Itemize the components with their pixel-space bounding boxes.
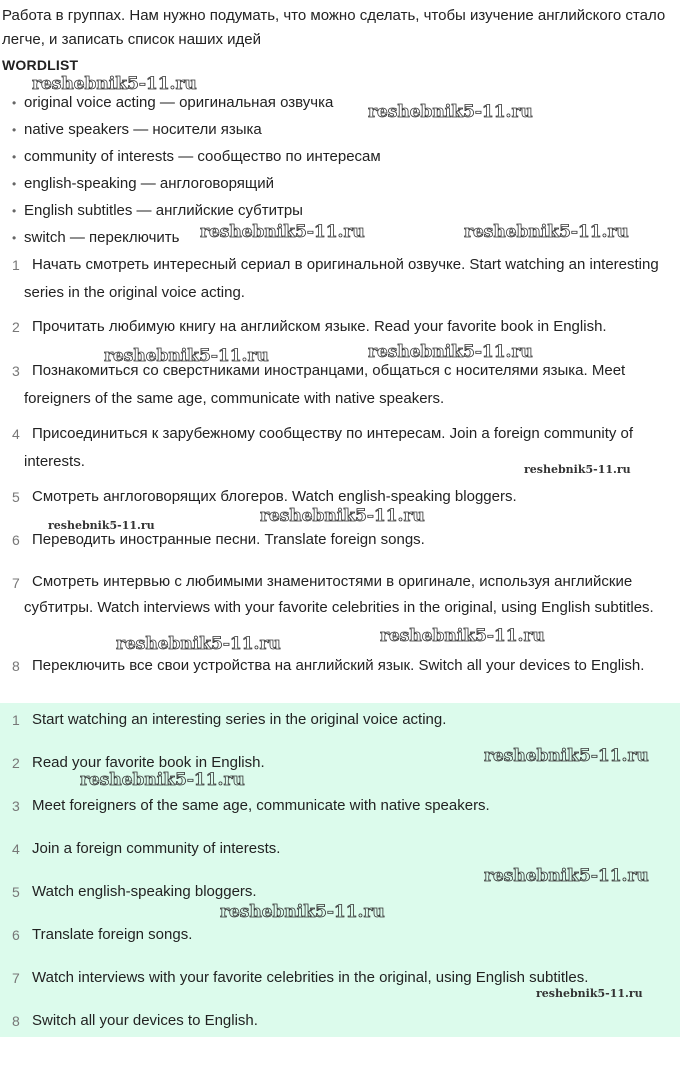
watermark: reshebnik5-11.ru: [464, 222, 629, 242]
task-text: Смотреть интервью с любимыми знаменитостями в оригинале, используя английские субтитры. Watch interviews with your favorite celebrities in the original, using English subtitles.: [24, 573, 654, 616]
answer-text: Read your favorite book in English.: [32, 754, 265, 771]
watermark: reshebnik5-11.ru: [80, 770, 245, 790]
task-text: Прочитать любимую книгу на английском языке. Read your favorite book in English.: [32, 318, 607, 335]
task-number: 1: [12, 257, 20, 273]
answer-text: Switch all your devices to English.: [32, 1012, 258, 1029]
watermark: reshebnik5-11.ru: [220, 902, 385, 922]
answer-number: 6: [12, 927, 20, 943]
watermark: reshebnik5-11.ru: [368, 102, 533, 122]
answer-text: Watch english-speaking bloggers.: [32, 883, 257, 900]
wordlist-item: • switch — переключить: [12, 227, 179, 249]
task-number: 2: [12, 319, 20, 335]
task-number: 8: [12, 658, 20, 674]
bullet-icon: •: [12, 150, 17, 164]
answer-number: 2: [12, 755, 20, 771]
answer-number: 3: [12, 798, 20, 814]
task-number: 5: [12, 489, 20, 505]
task-text: Переключить все свои устройства на английский язык. Switch all your devices to English.: [32, 657, 645, 674]
answer-number: 7: [12, 970, 20, 986]
wordlist-item: • english-speaking — англоговорящий: [12, 173, 274, 195]
answer-text: Meet foreigners of the same age, communicate with native speakers.: [32, 797, 490, 814]
answer-text: Watch interviews with your favorite celebrities in the original, using English subtitles.: [32, 969, 589, 986]
wordlist-heading: WORDLIST: [2, 57, 79, 73]
watermark: reshebnik5-11.ru: [116, 634, 281, 654]
answer-number: 4: [12, 841, 20, 857]
answer-text: Start watching an interesting series in the original voice acting.: [32, 711, 447, 728]
wordlist-item: • community of interests — сообщество по интересам: [12, 146, 381, 168]
watermark: reshebnik5-11.ru: [104, 346, 269, 366]
watermark: reshebnik5-11.ru: [484, 866, 649, 886]
answer-text: Join a foreign community of interests.: [32, 840, 281, 857]
wordlist-item: • original voice acting — оригинальная озвучка: [12, 92, 333, 114]
answer-number: 8: [12, 1013, 20, 1029]
wordlist-item: • native speakers — носители языка: [12, 119, 262, 141]
bullet-icon: •: [12, 96, 17, 110]
answer-text: Translate foreign songs.: [32, 926, 193, 943]
answer-number: 5: [12, 884, 20, 900]
task-number: 4: [12, 426, 20, 442]
watermark: reshebnik5-11.ru: [524, 463, 631, 476]
bullet-icon: •: [12, 123, 17, 137]
watermark: reshebnik5-11.ru: [536, 987, 643, 1000]
bullet-icon: •: [12, 204, 17, 218]
watermark: reshebnik5-11.ru: [200, 222, 365, 242]
intro-text: Работа в группах. Нам нужно подумать, что можно сделать, чтобы изучение английского стало легче, и записать список наших идей: [2, 7, 666, 48]
task-number: 7: [12, 575, 20, 591]
task-text: Переводить иностранные песни. Translate foreign songs.: [32, 531, 425, 548]
task-number: 6: [12, 532, 20, 548]
watermark: reshebnik5-11.ru: [260, 506, 425, 526]
task-number: 3: [12, 363, 20, 379]
answer-number: 1: [12, 712, 20, 728]
task-text: Начать смотреть интересный сериал в оригинальной озвучке. Start watching an interesting series in the original voice acting.: [24, 256, 659, 301]
task-text: Смотреть англоговорящих блогеров. Watch english-speaking bloggers.: [32, 488, 517, 505]
watermark: reshebnik5-11.ru: [380, 626, 545, 646]
watermark: reshebnik5-11.ru: [484, 746, 649, 766]
bullet-icon: •: [12, 231, 17, 245]
watermark: reshebnik5-11.ru: [48, 519, 155, 532]
task-text: Присоединиться к зарубежному сообществу по интересам. Join a foreign community of interests.: [24, 425, 634, 470]
watermark: reshebnik5-11.ru: [368, 342, 533, 362]
wordlist-item: • English subtitles — английские субтитры: [12, 200, 303, 222]
task-text: Познакомиться со сверстниками иностранцами, общаться с носителями языка. Meet foreigners of the same age, communicate with native speakers.: [24, 362, 626, 407]
watermark: reshebnik5-11.ru: [32, 74, 197, 94]
bullet-icon: •: [12, 177, 17, 191]
